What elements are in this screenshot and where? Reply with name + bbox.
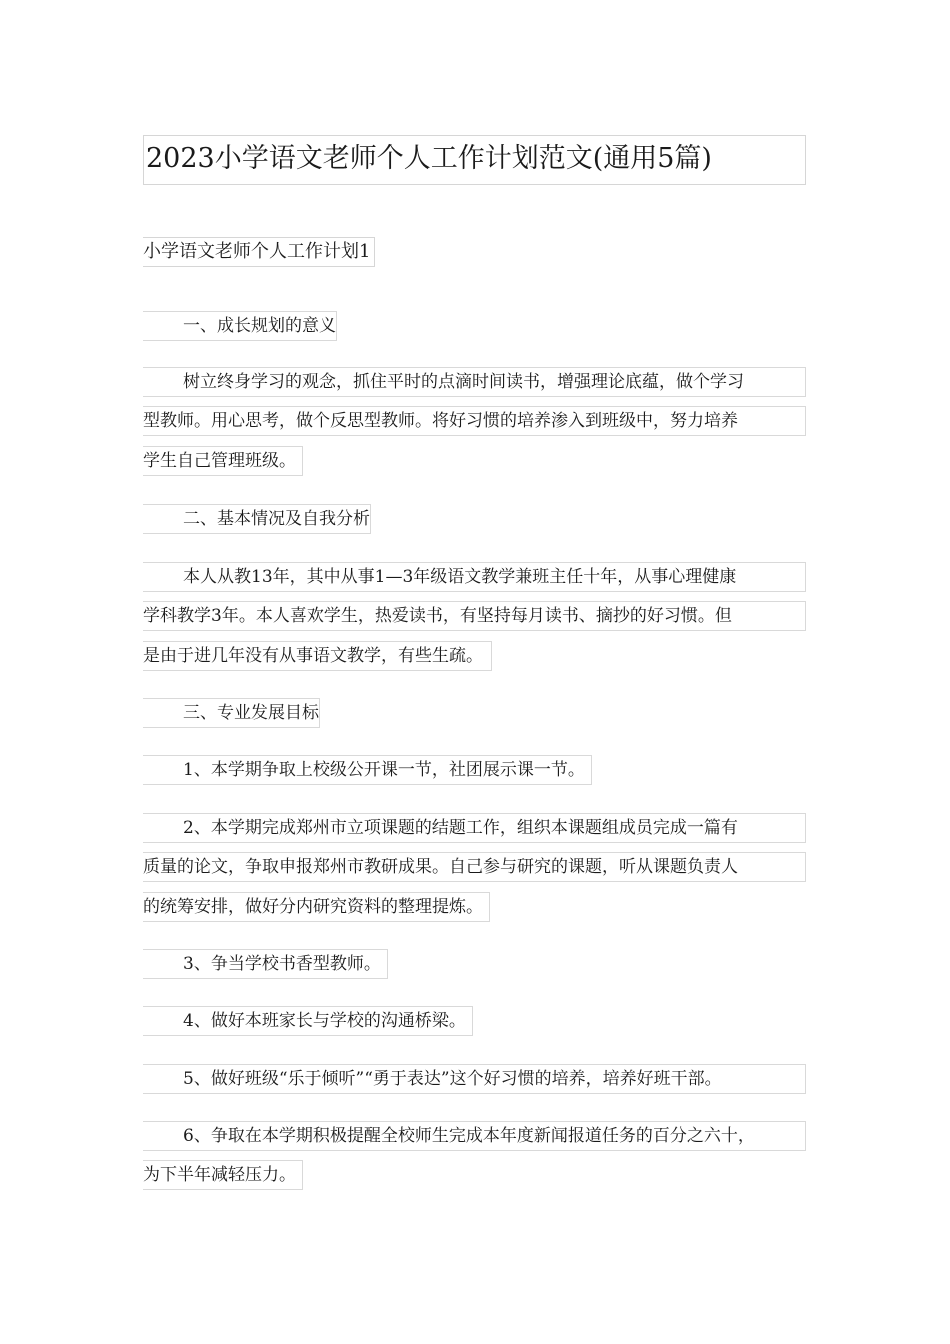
paragraph-line: 学生自己管理班级。 bbox=[143, 446, 303, 476]
heading-2: 二、基本情况及自我分析 bbox=[143, 504, 371, 534]
heading-3: 三、专业发展目标 bbox=[143, 698, 320, 728]
paragraph-line: 为下半年减轻压力。 bbox=[143, 1160, 303, 1190]
section-title: 小学语文老师个人工作计划1 bbox=[143, 237, 375, 267]
goal-item: 1、本学期争取上校级公开课一节，社团展示课一节。 bbox=[143, 755, 592, 785]
goal-item: 2、本学期完成郑州市立项课题的结题工作，组织本课题组成员完成一篇有 bbox=[143, 813, 806, 843]
heading-1: 一、成长规划的意义 bbox=[143, 311, 337, 341]
paragraph-line: 的统筹安排，做好分内研究资料的整理提炼。 bbox=[143, 892, 490, 922]
goal-item: 6、争取在本学期积极提醒全校师生完成本年度新闻报道任务的百分之六十， bbox=[143, 1121, 806, 1151]
document-title: 2023小学语文老师个人工作计划范文(通用5篇) bbox=[143, 135, 806, 185]
goal-item: 3、争当学校书香型教师。 bbox=[143, 949, 388, 979]
paragraph-line: 本人从教13年，其中从事1—3年级语文教学兼班主任十年，从事心理健康 bbox=[143, 562, 806, 592]
paragraph-line: 质量的论文，争取申报郑州市教研成果。自己参与研究的课题，听从课题负责人 bbox=[143, 852, 806, 882]
paragraph-line: 树立终身学习的观念，抓住平时的点滴时间读书，增强理论底蕴，做个学习 bbox=[143, 367, 806, 397]
paragraph-line: 是由于进几年没有从事语文教学，有些生疏。 bbox=[143, 641, 492, 671]
paragraph-line: 学科教学3年。本人喜欢学生，热爱读书，有坚持每月读书、摘抄的好习惯。但 bbox=[143, 601, 806, 631]
goal-item: 5、做好班级“乐于倾听”“勇于表达”这个好习惯的培养，培养好班干部。 bbox=[143, 1064, 806, 1094]
paragraph-line: 型教师。用心思考，做个反思型教师。将好习惯的培养渗入到班级中，努力培养 bbox=[143, 406, 806, 436]
goal-item: 4、做好本班家长与学校的沟通桥梁。 bbox=[143, 1006, 473, 1036]
